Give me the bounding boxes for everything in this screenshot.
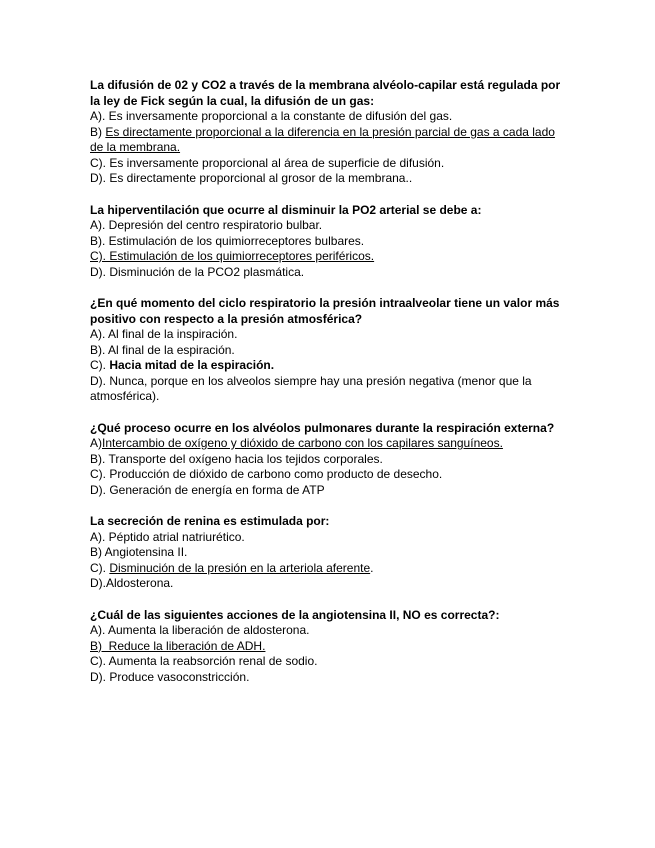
option-text: A). Depresión del centro respiratorio bulbar. — [90, 218, 323, 232]
correct-answer-text: B) Reduce la liberación de ADH. — [90, 638, 266, 653]
option-prefix: A) — [90, 436, 102, 450]
option-text: D). Nunca, porque en los alveolos siempre hay una presión negativa (menor que la atmosférica). — [90, 373, 532, 403]
option-b — [90, 234, 570, 250]
question-6 — [90, 608, 570, 686]
option-d — [90, 576, 570, 592]
option-c-correct — [90, 561, 570, 577]
document-page — [90, 78, 570, 701]
option-a — [90, 218, 570, 234]
option-c — [90, 156, 570, 172]
option-a — [90, 530, 570, 546]
option-a-correct — [90, 436, 570, 452]
option-text: B). Transporte del oxígeno hacia los tejidos corporales. — [90, 451, 383, 466]
option-a — [90, 623, 570, 639]
question-3 — [90, 296, 570, 405]
option-suffix: . — [370, 560, 374, 575]
option-prefix: C). — [90, 358, 110, 372]
question-title: La hiperventilación que ocurre al disminuir la PO2 arterial se debe a: — [90, 202, 482, 217]
option-text: A). Péptido atrial natriurético. — [90, 529, 245, 544]
option-text: D).Aldosterona. — [90, 576, 174, 590]
option-text: C). Producción de dióxido de carbono como producto de desecho. — [90, 467, 443, 481]
option-text: C). Aumenta la reabsorción renal de sodio. — [90, 654, 318, 668]
option-c — [90, 654, 570, 670]
question-5 — [90, 514, 570, 592]
option-a — [90, 109, 570, 125]
option-text: D). Disminución de la PCO2 plasmática. — [90, 264, 305, 279]
question-1 — [90, 78, 570, 187]
option-b — [90, 452, 570, 468]
option-a — [90, 327, 570, 343]
question-4 — [90, 421, 570, 499]
question-2 — [90, 203, 570, 281]
option-b — [90, 545, 570, 561]
option-text: B). Al final de la espiración. — [90, 342, 235, 357]
option-d — [90, 171, 570, 187]
correct-answer-text: Es directamente proporcional a la diferencia en la presión parcial de gas a cada lado de la membrana. — [90, 124, 555, 154]
option-d — [90, 670, 570, 686]
question-title: ¿Cuál de las siguientes acciones de la angiotensina II, NO es correcta?: — [90, 607, 500, 622]
option-text: D). Generación de energía en forma de ATP — [90, 482, 325, 497]
correct-answer-text: Disminución de la presión en la arteriola aferente — [109, 560, 371, 575]
option-text: A). Es inversamente proporcional a la constante de difusión del gas. — [90, 109, 453, 123]
correct-answer-text: Intercambio de oxígeno y dióxido de carbono con los capilares sanguíneos. — [102, 436, 503, 450]
option-prefix: B) — [90, 124, 106, 139]
option-text: B) Angiotensina II. — [90, 545, 188, 559]
option-d — [90, 374, 570, 405]
option-text: A). Aumenta la liberación de aldosterona. — [90, 623, 310, 637]
option-text: D). Es directamente proporcional al grosor de la membrana.. — [90, 171, 413, 185]
question-title: ¿Qué proceso ocurre en los alvéolos pulmonares durante la respiración externa? — [90, 420, 555, 435]
option-c-correct — [90, 358, 570, 374]
option-text: D). Produce vasoconstricción. — [90, 669, 250, 684]
option-c-correct — [90, 249, 570, 265]
option-d — [90, 483, 570, 499]
question-title: ¿En qué momento del ciclo respiratorio la presión intraalveolar tiene un valor más positivo con respecto a la presión atmosférica? — [90, 296, 560, 326]
option-text: B). Estimulación de los quimiorreceptores bulbares. — [90, 233, 365, 248]
question-title: La secreción de renina es estimulada por: — [90, 514, 330, 528]
option-b — [90, 343, 570, 359]
option-b-correct — [90, 125, 570, 156]
option-c — [90, 467, 570, 483]
option-prefix: C). — [90, 560, 110, 575]
option-text: A). Al final de la inspiración. — [90, 327, 238, 341]
question-title: La difusión de 02 y CO2 a través de la membrana alvéolo-capilar está regulada por la ley de Fick según la cual, la difusión de un gas: — [90, 78, 561, 108]
correct-answer-text: Hacia mitad de la espiración. — [109, 358, 275, 372]
option-b-correct — [90, 639, 570, 655]
correct-answer-text: C). Estimulación de los quimiorreceptores periféricos. — [90, 249, 375, 263]
option-text: C). Es inversamente proporcional al área de superficie de difusión. — [90, 155, 445, 170]
option-d — [90, 265, 570, 281]
